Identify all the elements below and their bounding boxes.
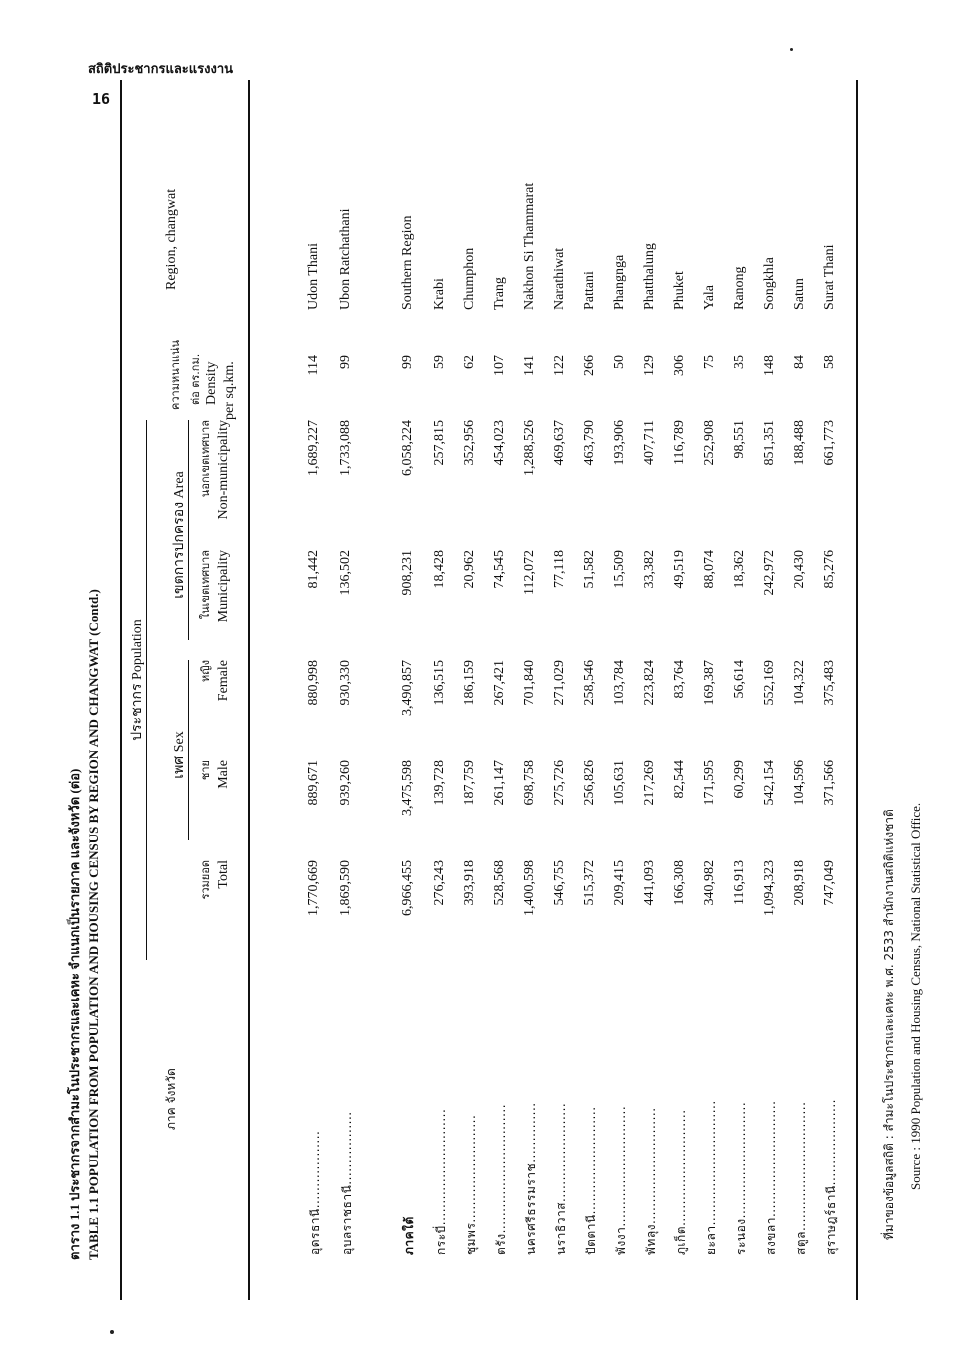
header-bottom-rule <box>248 80 250 1300</box>
row-density: 99 <box>400 355 415 369</box>
row-density: 141 <box>522 355 537 376</box>
row-female: 3,490,857 <box>400 660 415 716</box>
row-male: 3,475,598 <box>400 760 415 816</box>
row-thai-name: นครศรีธรรมราช.............. <box>524 1102 538 1255</box>
row-english-name: Satun <box>792 278 807 310</box>
row-municipality: 85,276 <box>822 550 837 589</box>
row-male: 82,544 <box>672 760 687 799</box>
row-municipality: 136,502 <box>338 550 353 596</box>
table-bottom-rule <box>856 80 858 1300</box>
row-total: 340,982 <box>702 860 717 906</box>
header-total-thai: รวมยอด <box>199 860 212 900</box>
row-total: 6,966,455 <box>400 860 415 916</box>
header-female-thai: หญิง <box>199 660 212 682</box>
row-english-name: Songkhla <box>762 257 777 310</box>
row-non-municipality: 257,815 <box>432 420 447 466</box>
row-english-name: Nakhon Si Thammarat <box>522 182 537 310</box>
header-density-2: per sq.km. <box>222 361 237 420</box>
table-row <box>306 80 330 1300</box>
row-total: 276,243 <box>432 860 447 906</box>
row-male: 104,596 <box>792 760 807 806</box>
table-title-english: TABLE 1.1 POPULATION FROM POPULATION AND HOUSING CENSUS BY REGION AND CHANGWAT (Contd.) <box>86 589 101 1260</box>
table-row <box>672 80 696 1300</box>
table-row <box>612 80 636 1300</box>
row-municipality: 88,074 <box>702 550 717 589</box>
row-english-name: Ubon Ratchathani <box>338 208 353 310</box>
row-female: 930,330 <box>338 660 353 706</box>
header-male-thai: ชาย <box>199 760 212 781</box>
row-total: 393,918 <box>462 860 477 906</box>
row-english-name: Southern Region <box>400 215 415 310</box>
row-female: 701,840 <box>522 660 537 706</box>
row-non-municipality: 188,488 <box>792 420 807 466</box>
source-note-english: Source : 1990 Population and Housing Census, National Statistical Office. <box>908 802 923 1190</box>
row-density: 75 <box>702 355 717 369</box>
row-thai-name: อุดรธานี.................. <box>308 1130 322 1255</box>
row-non-municipality: 851,351 <box>762 420 777 466</box>
row-female: 258,546 <box>582 660 597 706</box>
row-total: 528,568 <box>492 860 507 906</box>
row-municipality: 33,382 <box>642 550 657 589</box>
row-english-name: Krabi <box>432 278 447 310</box>
header-population-rule <box>146 420 147 960</box>
row-english-name: Chumphon <box>462 247 477 310</box>
row-male: 542,154 <box>762 760 777 806</box>
row-total: 116,913 <box>732 860 747 905</box>
row-english-name: Phangnga <box>612 254 627 310</box>
header-region-thai: ภาค จังหวัด <box>164 1068 178 1130</box>
row-municipality: 18,362 <box>732 550 747 589</box>
header-sex-group: เพศ Sex <box>172 731 187 779</box>
row-municipality: 77,118 <box>552 550 567 588</box>
header-population-group: ประชากร Population <box>130 619 145 741</box>
row-density: 148 <box>762 355 777 376</box>
row-density: 62 <box>462 355 477 369</box>
row-female: 880,998 <box>306 660 321 706</box>
row-male: 371,566 <box>822 760 837 806</box>
row-municipality: 74,545 <box>492 550 507 589</box>
header-male: Male <box>216 760 231 789</box>
row-english-name: Narathiwat <box>552 247 567 310</box>
row-density: 122 <box>552 355 567 376</box>
book-title: สถิติประชากรและแรงงาน <box>88 62 234 77</box>
row-male: 698,758 <box>522 760 537 806</box>
row-english-name: Udon Thani <box>306 242 321 310</box>
row-english-name: Surat Thani <box>822 244 837 310</box>
table-row <box>432 80 456 1300</box>
table-row <box>492 80 516 1300</box>
row-english-name: Ranong <box>732 266 747 310</box>
row-male: 889,671 <box>306 760 321 806</box>
header-density-thai-2: ต่อ ตร.กม. <box>189 353 202 405</box>
row-male: 275,726 <box>552 760 567 806</box>
row-female: 375,483 <box>822 660 837 706</box>
source-note-thai: ที่มาของข้อมูลสถิติ : สำมะโนประชากรและเคหะ พ.ศ. 2533 สำนักงานสถิติแห่งชาติ <box>882 809 896 1240</box>
scan-speck <box>110 1330 114 1334</box>
row-thai-name: ยะลา............................. <box>704 1100 718 1255</box>
row-municipality: 20,962 <box>462 550 477 589</box>
row-non-municipality: 661,773 <box>822 420 837 466</box>
table-row <box>400 80 424 1300</box>
row-municipality: 908,231 <box>400 550 415 596</box>
row-total: 1,770,669 <box>306 860 321 916</box>
row-male: 217,269 <box>642 760 657 806</box>
row-thai-name: ภูเก็ต........................... <box>674 1109 688 1255</box>
row-english-name: Phatthalung <box>642 243 657 310</box>
row-total: 209,415 <box>612 860 627 906</box>
header-area-rule <box>188 420 189 640</box>
row-non-municipality: 1,733,088 <box>338 420 353 476</box>
table-row <box>462 80 486 1300</box>
row-thai-name: ปัตตานี......................... <box>584 1106 598 1255</box>
row-non-municipality: 98,551 <box>732 420 747 459</box>
table-row <box>732 80 756 1300</box>
row-density: 58 <box>822 355 837 369</box>
row-non-municipality: 1,689,227 <box>306 420 321 476</box>
row-non-municipality: 454,023 <box>492 420 507 466</box>
row-female: 267,421 <box>492 660 507 706</box>
row-thai-name: พังงา............................ <box>614 1105 628 1255</box>
row-thai-name: ภาคใต้ <box>402 1216 416 1255</box>
header-density-thai-1: ความหนาแน่น <box>169 339 182 410</box>
header-municipality: Municipality <box>216 550 231 623</box>
row-municipality: 49,519 <box>672 550 687 589</box>
row-english-name: Phuket <box>672 271 687 310</box>
header-municipality-thai: ในเขตเทศบาล <box>199 550 212 620</box>
row-density: 50 <box>612 355 627 369</box>
header-non-municipality-thai: นอกเขตเทศบาล <box>199 420 212 498</box>
row-female: 83,764 <box>672 660 687 699</box>
table-row <box>522 80 546 1300</box>
table-row <box>792 80 816 1300</box>
row-thai-name: พัทลุง........................... <box>644 1107 658 1255</box>
row-male: 171,595 <box>702 760 717 806</box>
row-thai-name: สุราษฎร์ธานี.................... <box>824 1099 838 1255</box>
row-female: 56,614 <box>732 660 747 699</box>
table-row <box>822 80 846 1300</box>
row-thai-name: กระบี่........................... <box>434 1108 448 1255</box>
row-municipality: 51,582 <box>582 550 597 589</box>
row-male: 256,826 <box>582 760 597 806</box>
row-english-name: Yala <box>702 284 717 310</box>
table-row <box>552 80 576 1300</box>
row-municipality: 15,509 <box>612 550 627 589</box>
row-density: 59 <box>432 355 447 369</box>
row-density: 129 <box>642 355 657 376</box>
row-municipality: 242,972 <box>762 550 777 596</box>
row-density: 266 <box>582 355 597 376</box>
row-total: 441,093 <box>642 860 657 906</box>
row-non-municipality: 463,790 <box>582 420 597 466</box>
row-male: 139,728 <box>432 760 447 806</box>
row-non-municipality: 1,288,526 <box>522 420 537 476</box>
table-top-rule <box>120 80 122 1300</box>
row-thai-name: นราธิวาส....................... <box>554 1102 568 1255</box>
rotated-table <box>60 80 860 1300</box>
row-english-name: Trang <box>492 277 507 310</box>
row-male: 939,260 <box>338 760 353 806</box>
row-non-municipality: 116,789 <box>672 420 687 465</box>
row-total: 546,755 <box>552 860 567 906</box>
table-row <box>338 80 362 1300</box>
row-thai-name: สงขลา........................... <box>764 1100 778 1255</box>
row-total: 747,049 <box>822 860 837 906</box>
header-total: Total <box>216 860 231 889</box>
row-total: 1,094,323 <box>762 860 777 916</box>
row-thai-name: ระนอง........................... <box>734 1101 748 1255</box>
row-municipality: 20,430 <box>792 550 807 589</box>
table-title-thai: ตาราง 1.1 ประชากรจากสำมะโนประชากรและเคหะ จำแนกเป็นรายภาค และจังหวัด (ต่อ) <box>67 768 82 1260</box>
row-female: 169,387 <box>702 660 717 706</box>
row-non-municipality: 352,956 <box>462 420 477 466</box>
scan-speck <box>790 48 793 51</box>
row-total: 208,918 <box>792 860 807 906</box>
row-total: 515,372 <box>582 860 597 906</box>
row-density: 99 <box>338 355 353 369</box>
header-area-group: เขตการปกครอง Area <box>172 471 187 599</box>
row-thai-name: ตรัง.............................. <box>494 1103 508 1255</box>
row-female: 136,515 <box>432 660 447 706</box>
row-female: 271,029 <box>552 660 567 706</box>
header-region-english: Region, changwat <box>164 188 179 290</box>
row-non-municipality: 469,637 <box>552 420 567 466</box>
row-female: 103,784 <box>612 660 627 706</box>
row-non-municipality: 407,711 <box>642 420 657 465</box>
row-male: 60,299 <box>732 760 747 799</box>
table-row <box>762 80 786 1300</box>
row-density: 114 <box>306 355 321 376</box>
row-thai-name: สตูล.............................. <box>794 1101 808 1255</box>
rotated-table-footer <box>850 80 960 1300</box>
header-sex-rule <box>188 660 189 840</box>
table-row <box>702 80 726 1300</box>
row-female: 552,169 <box>762 660 777 706</box>
row-density: 84 <box>792 355 807 369</box>
row-density: 107 <box>492 355 507 376</box>
row-non-municipality: 252,908 <box>702 420 717 466</box>
row-municipality: 18,428 <box>432 550 447 589</box>
row-female: 223,824 <box>642 660 657 706</box>
header-female: Female <box>216 660 231 702</box>
header-density-1: Density <box>204 361 219 405</box>
page-number: 16 <box>92 90 111 108</box>
table-row <box>642 80 666 1300</box>
row-total: 1,400,598 <box>522 860 537 916</box>
row-total: 166,308 <box>672 860 687 906</box>
row-non-municipality: 6,058,224 <box>400 420 415 476</box>
row-english-name: Pattani <box>582 271 597 310</box>
row-density: 35 <box>732 355 747 369</box>
row-thai-name: ชุมพร......................... <box>464 1114 478 1255</box>
row-municipality: 112,072 <box>522 550 537 595</box>
row-total: 1,869,590 <box>338 860 353 916</box>
row-female: 186,159 <box>462 660 477 706</box>
row-male: 105,631 <box>612 760 627 806</box>
row-male: 261,147 <box>492 760 507 806</box>
row-female: 104,322 <box>792 660 807 706</box>
row-non-municipality: 193,906 <box>612 420 627 466</box>
header-non-municipality: Non-municipality <box>216 420 231 520</box>
row-municipality: 81,442 <box>306 550 321 589</box>
row-male: 187,759 <box>462 760 477 806</box>
table-row <box>582 80 606 1300</box>
row-density: 306 <box>672 355 687 376</box>
row-thai-name: อุบลราชธานี................. <box>340 1111 354 1255</box>
